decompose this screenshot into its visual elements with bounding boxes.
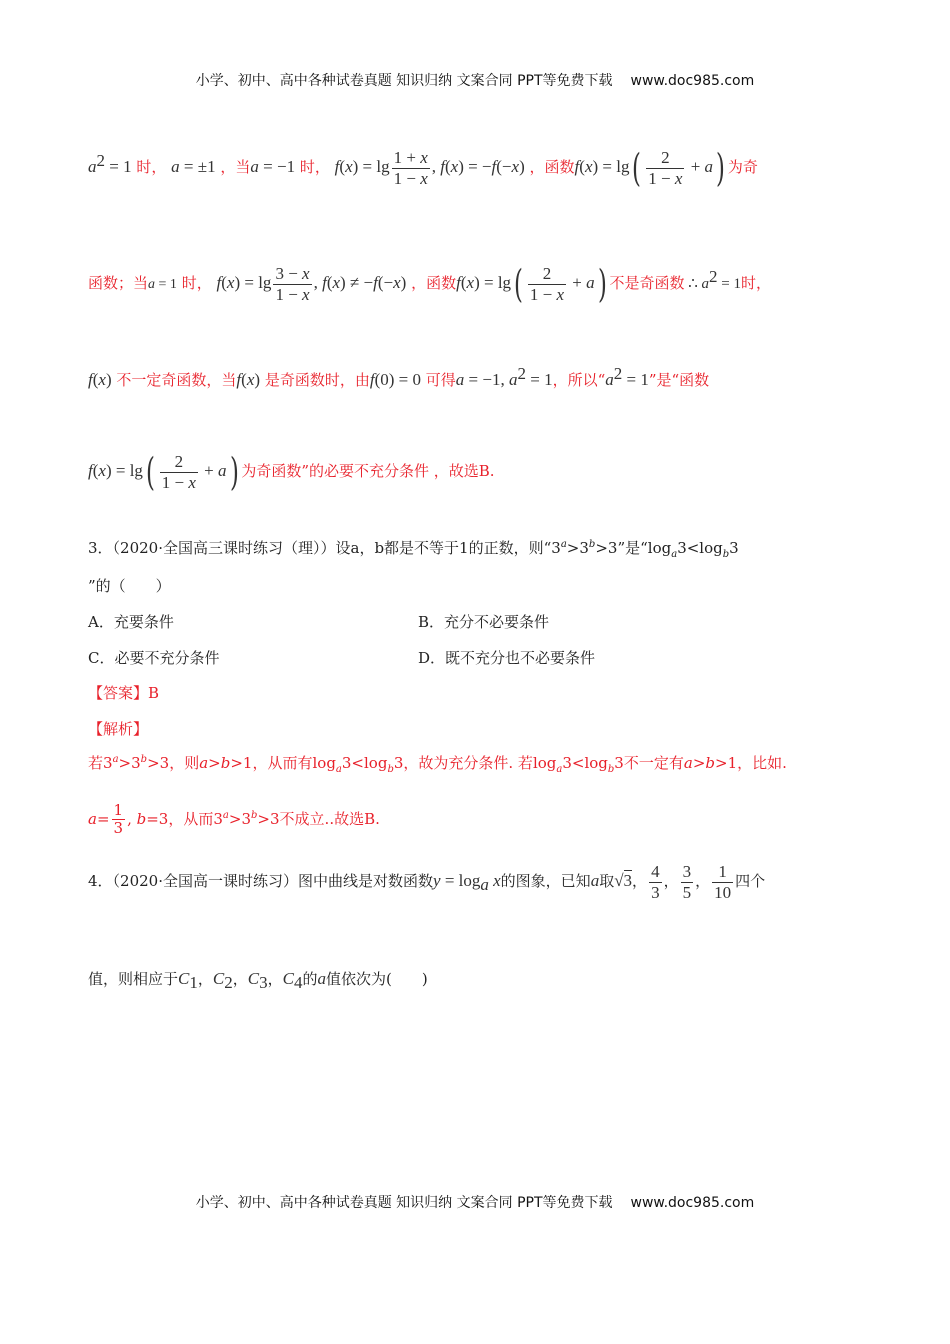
q3-analysis-text: 若	[88, 754, 104, 772]
solution-line-4: f(x) = lg( $\frac{2}{1 - x}$ + a) 为奇函数”的必要不充分条件 ，故选B.	[88, 450, 495, 494]
q3-analysis-text: 不成立..故选B.	[279, 809, 380, 828]
q3-analysis-text: ，故为充分条件. 若	[403, 754, 533, 772]
sol-text: 为奇函数”的必要不充分条件 ，故选B.	[241, 462, 495, 480]
header-url: www.doc985.com	[630, 73, 755, 89]
sol-text: 可得	[425, 371, 456, 389]
q3-option-b[interactable]: B．充分不必要条件	[418, 613, 550, 631]
solution-line-2: 函数；当a = 1 时， f(x) = lg $\frac{3 - x}{1 - x}$ , f(x) ≠ −f(−x) ，函数f(x) = lg( $\frac{2}{1 - x}$ + a) 不是奇函数 ∴ $a^2 = 1$时，	[88, 262, 771, 306]
q4-stem-text: 的图象，已知	[500, 872, 591, 891]
q4-paren: ( )	[385, 970, 428, 988]
sol-text: ，所以“	[552, 371, 606, 389]
sol-text: ，函数	[529, 158, 575, 176]
sol-text: 为奇	[727, 158, 758, 176]
q4-stem-text: 图中曲线是对数函数	[298, 872, 434, 891]
sol-text: 时，	[740, 274, 771, 292]
sol-text: 不一定奇函数，当	[116, 371, 237, 389]
q3-stem-text: ”的（ ）	[88, 577, 171, 595]
q4-stem-cont: 值，则相应于$C_1$，$C_2$，$C_3$，$C_4$的a值依次为( )	[88, 969, 428, 992]
q3-stem: 3．（2020·全国高三课时练习（理））设a，b都是不等于1的正数，则“$3^a>3^b>3$”是“$\log_a3<\log_b3$	[88, 539, 739, 560]
q3-stem-cont	[88, 575, 171, 596]
sol-text: ”是“函数	[648, 371, 710, 389]
sol-text: 是奇函数时，由	[264, 371, 370, 389]
q3-answer: 【答案】B	[88, 684, 160, 702]
footer-text: 小学、初中、高中各种试卷真题 知识归纳 文案合同 PPT等免费下载	[195, 1195, 613, 1211]
q4-stem-text: 值，则相应于	[88, 970, 179, 988]
q3-option-c[interactable]: C．必要不充分条件	[88, 649, 220, 667]
q3-analysis-text: ，从而	[168, 809, 214, 828]
solution-line-3: f(x) 不一定奇函数，当f(x) 是奇函数时，由f(0) = 0 可得a = −1, $a^2 = 1$，所以“$a^2 = 1$”是“函数	[88, 364, 710, 389]
q4-stem-text: 的	[302, 970, 318, 988]
sol-text: 函数；当	[88, 274, 149, 292]
sol-text: 时，	[136, 158, 167, 176]
q4-stem-text: 四个	[735, 872, 766, 891]
page-footer	[0, 1192, 950, 1212]
q3-analysis-text: ，则	[169, 754, 200, 772]
q3-analysis-text: 不一定有	[623, 754, 684, 772]
q3-analysis-line-1: 若$3^a>3^b>3$，则a>b>1，从而有$\log_a3<\log_b3$，故为充分条件. 若$\log_a3<\log_b3$不一定有a>b>1，比如.	[88, 754, 787, 775]
q3-analysis-line-2: a= $\frac{1}{3}$ , b=3，从而$3^a>3^b>3$不成立..故选B.	[88, 801, 380, 838]
sol-text: 时，	[299, 158, 330, 176]
q3-analysis-text: ，从而有	[252, 754, 313, 772]
sol-text: 时，	[181, 274, 212, 292]
q3-number: 3．	[88, 539, 113, 557]
page-header	[0, 70, 950, 90]
sol-text: 不是奇函数	[609, 274, 685, 292]
q3-analysis-text: ，比如.	[737, 754, 787, 772]
q3-option-a[interactable]: A．充要条件	[88, 613, 174, 631]
q4-number: 4．	[88, 872, 113, 891]
sol-text: ，当	[220, 158, 251, 176]
q4-stem: 4．（2020·全国高一课时练习）图中曲线是对数函数$y = \log_a x$的图象，已知a取√3， $\frac{4}{3}$ ， $\frac{3}{5}$ ， $\frac{1}{10}$ 四个	[88, 862, 766, 902]
q4-source: （2020·全国高一课时练习）	[112, 872, 298, 891]
q4-stem-text: 值依次为	[325, 970, 386, 988]
q3-source: （2020·全国高三课时练习（理））	[112, 539, 336, 557]
solution-line-1: $a^2 = 1$ 时， a = ±1 ，当a = −1 时， f(x) = lg $\frac{1 + x}{1 - x}$ , f(x) = −f(−x) ，函数f(x) = lg( $\frac{2}{1 - x}$ + a) 为奇	[88, 146, 758, 190]
footer-url: www.doc985.com	[630, 1195, 755, 1211]
q3-analysis-label: 【解析】	[88, 720, 149, 738]
sol-text: ，函数	[411, 274, 457, 292]
header-text: 小学、初中、高中各种试卷真题 知识归纳 文案合同 PPT等免费下载	[195, 73, 613, 89]
q3-option-d[interactable]: D．既不充分也不必要条件	[418, 649, 596, 667]
q3-stem-text: ”是“	[617, 539, 648, 557]
q4-stem-text: 取	[599, 872, 615, 891]
q3-stem-text: 设a，b都是不等于1的正数，则“	[335, 539, 552, 557]
